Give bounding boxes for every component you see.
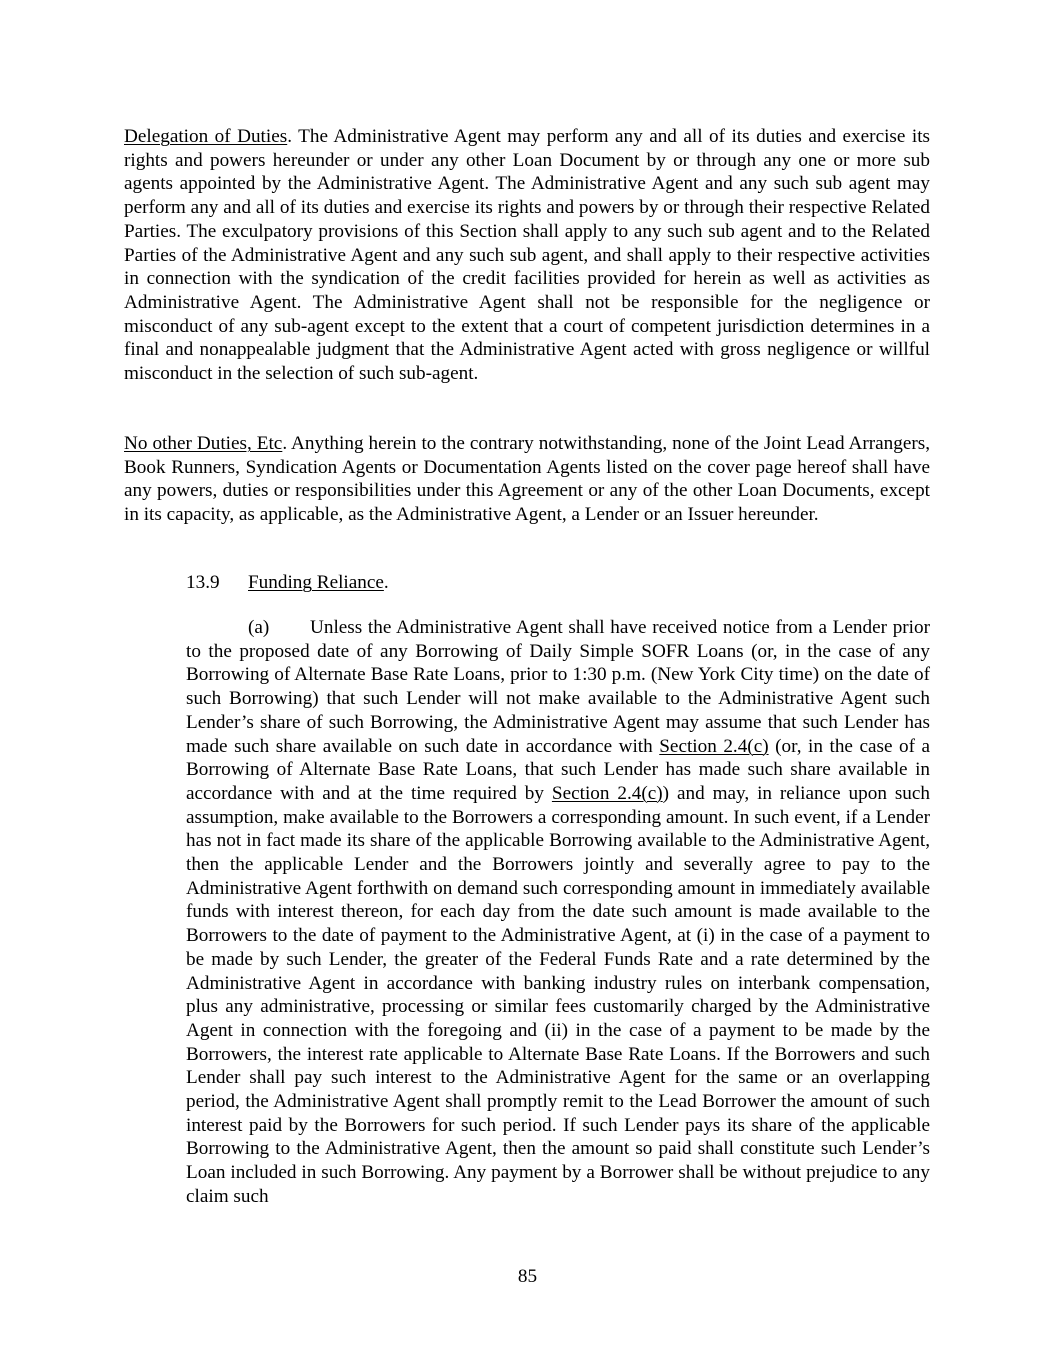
heading-no-other-duties: No other Duties, Etc	[124, 433, 283, 454]
section-title: Funding Reliance	[248, 572, 384, 593]
paragraph-body: . Anything herein to the contrary notwithstanding, none of the Joint Lead Arrangers, Book Runners, Syndication Agents or Documentation Agents listed on the cover page hereof shall have any powers, duties or responsibilities under this Agreement or any of the other Loan Documents, except in its capacity, as applicable, as the Administrative Agent, a Lender or an Issuer hereunder.	[124, 433, 930, 526]
section-number: 13.9	[186, 572, 220, 593]
section-reference-link: Section 2.4(c)	[659, 735, 769, 757]
clause-a	[186, 616, 930, 1209]
section-heading	[186, 571, 389, 595]
clause-text: ) and may, in reliance upon such assumption, make available to the Borrowers a corresponding amount. In such event, if a Lender has not in fact made its share of the applicable Borrowing available to the Administrative Agent, then the applicable Lender and the Borrowers jointly and severally agree to pay to the Administrative Agent forthwith on demand such corresponding amount in immediately available funds with interest thereon, for each day from the date such amount is made available to the Borrowers to the date of payment to the Administrative Agent, at (i) in the case of a payment to be made by such Lender, the greater of the Federal Funds Rate and a rate determined by the Administrative Agent in accordance with banking industry rules on interbank compensation, plus any administrative, processing or similar fees customarily charged by the Administrative Agent in connection with the foregoing and (ii) in the case of a payment to be made by the Borrowers, the interest rate applicable to Alternate Base Rate Loans. If the Borrowers and such Lender shall pay such interest to the Administrative Agent for the same or an overlapping period, the Administrative Agent shall promptly remit to the Lead Borrower the amount of such interest paid by the Borrowers for such period. If such Lender pays its share of the applicable Borrowing to the Administrative Agent, then the amount so paid shall constitute such Lender’s Loan included in such Borrowing. Any payment by a Borrower shall be without prejudice to any claim such	[186, 782, 930, 1207]
paragraph-body: . The Administrative Agent may perform any and all of its duties and exercise its rights and powers hereunder or under any other Loan Document by or through any one or more sub agents appointed by the Administrative Agent. The Administrative Agent and any such sub agent may perform any and all of its duties and exercise its rights and powers by or through their respective Related Parties. The exculpatory provisions of this Section shall apply to any such sub agent and to the Related Parties of the Administrative Agent and any such sub agent, and shall apply to their respective activities in connection with the syndication of the credit facilities provided for herein as well as activities as Administrative Agent. The Administrative Agent shall not be responsible for the negligence or misconduct of any sub-agent except to the extent that a court of competent jurisdiction determines in a final and nonappealable judgment that the Administrative Agent acted with gross negligence or willful misconduct in the selection of such sub-agent.	[124, 126, 930, 385]
page-number: 85	[517, 1266, 538, 1287]
section-title-suffix: .	[383, 572, 389, 593]
heading-delegation-of-duties: Delegation of Duties	[124, 126, 288, 147]
section-reference-link: Section 2.4(c)	[551, 782, 663, 804]
paragraph-delegation-of-duties	[124, 125, 930, 386]
paragraph-no-other-duties	[124, 432, 930, 527]
clause-text: Unless the Administrative Agent shall have received notice from a Lender prior to the proposed date of any Borrowing of Daily Simple SOFR Loans (or, in the case of any Borrowing of Alternate Base Rate Loans, prior to 1:30 p.m. (New York City time) on the date of such Borrowing) that such Lender will not make available to the Administrative Agent such Lender’s share of such Borrowing, the Administrative Agent may assume that such Lender has made such share available on such date in accordance with	[186, 617, 930, 757]
clause-text: (or, in the case of a Borrowing of Alternate Base Rate Loans, that such Lender has made such share available in accordance with and at the time required by	[186, 735, 930, 804]
clause-label: (a)	[248, 617, 270, 638]
